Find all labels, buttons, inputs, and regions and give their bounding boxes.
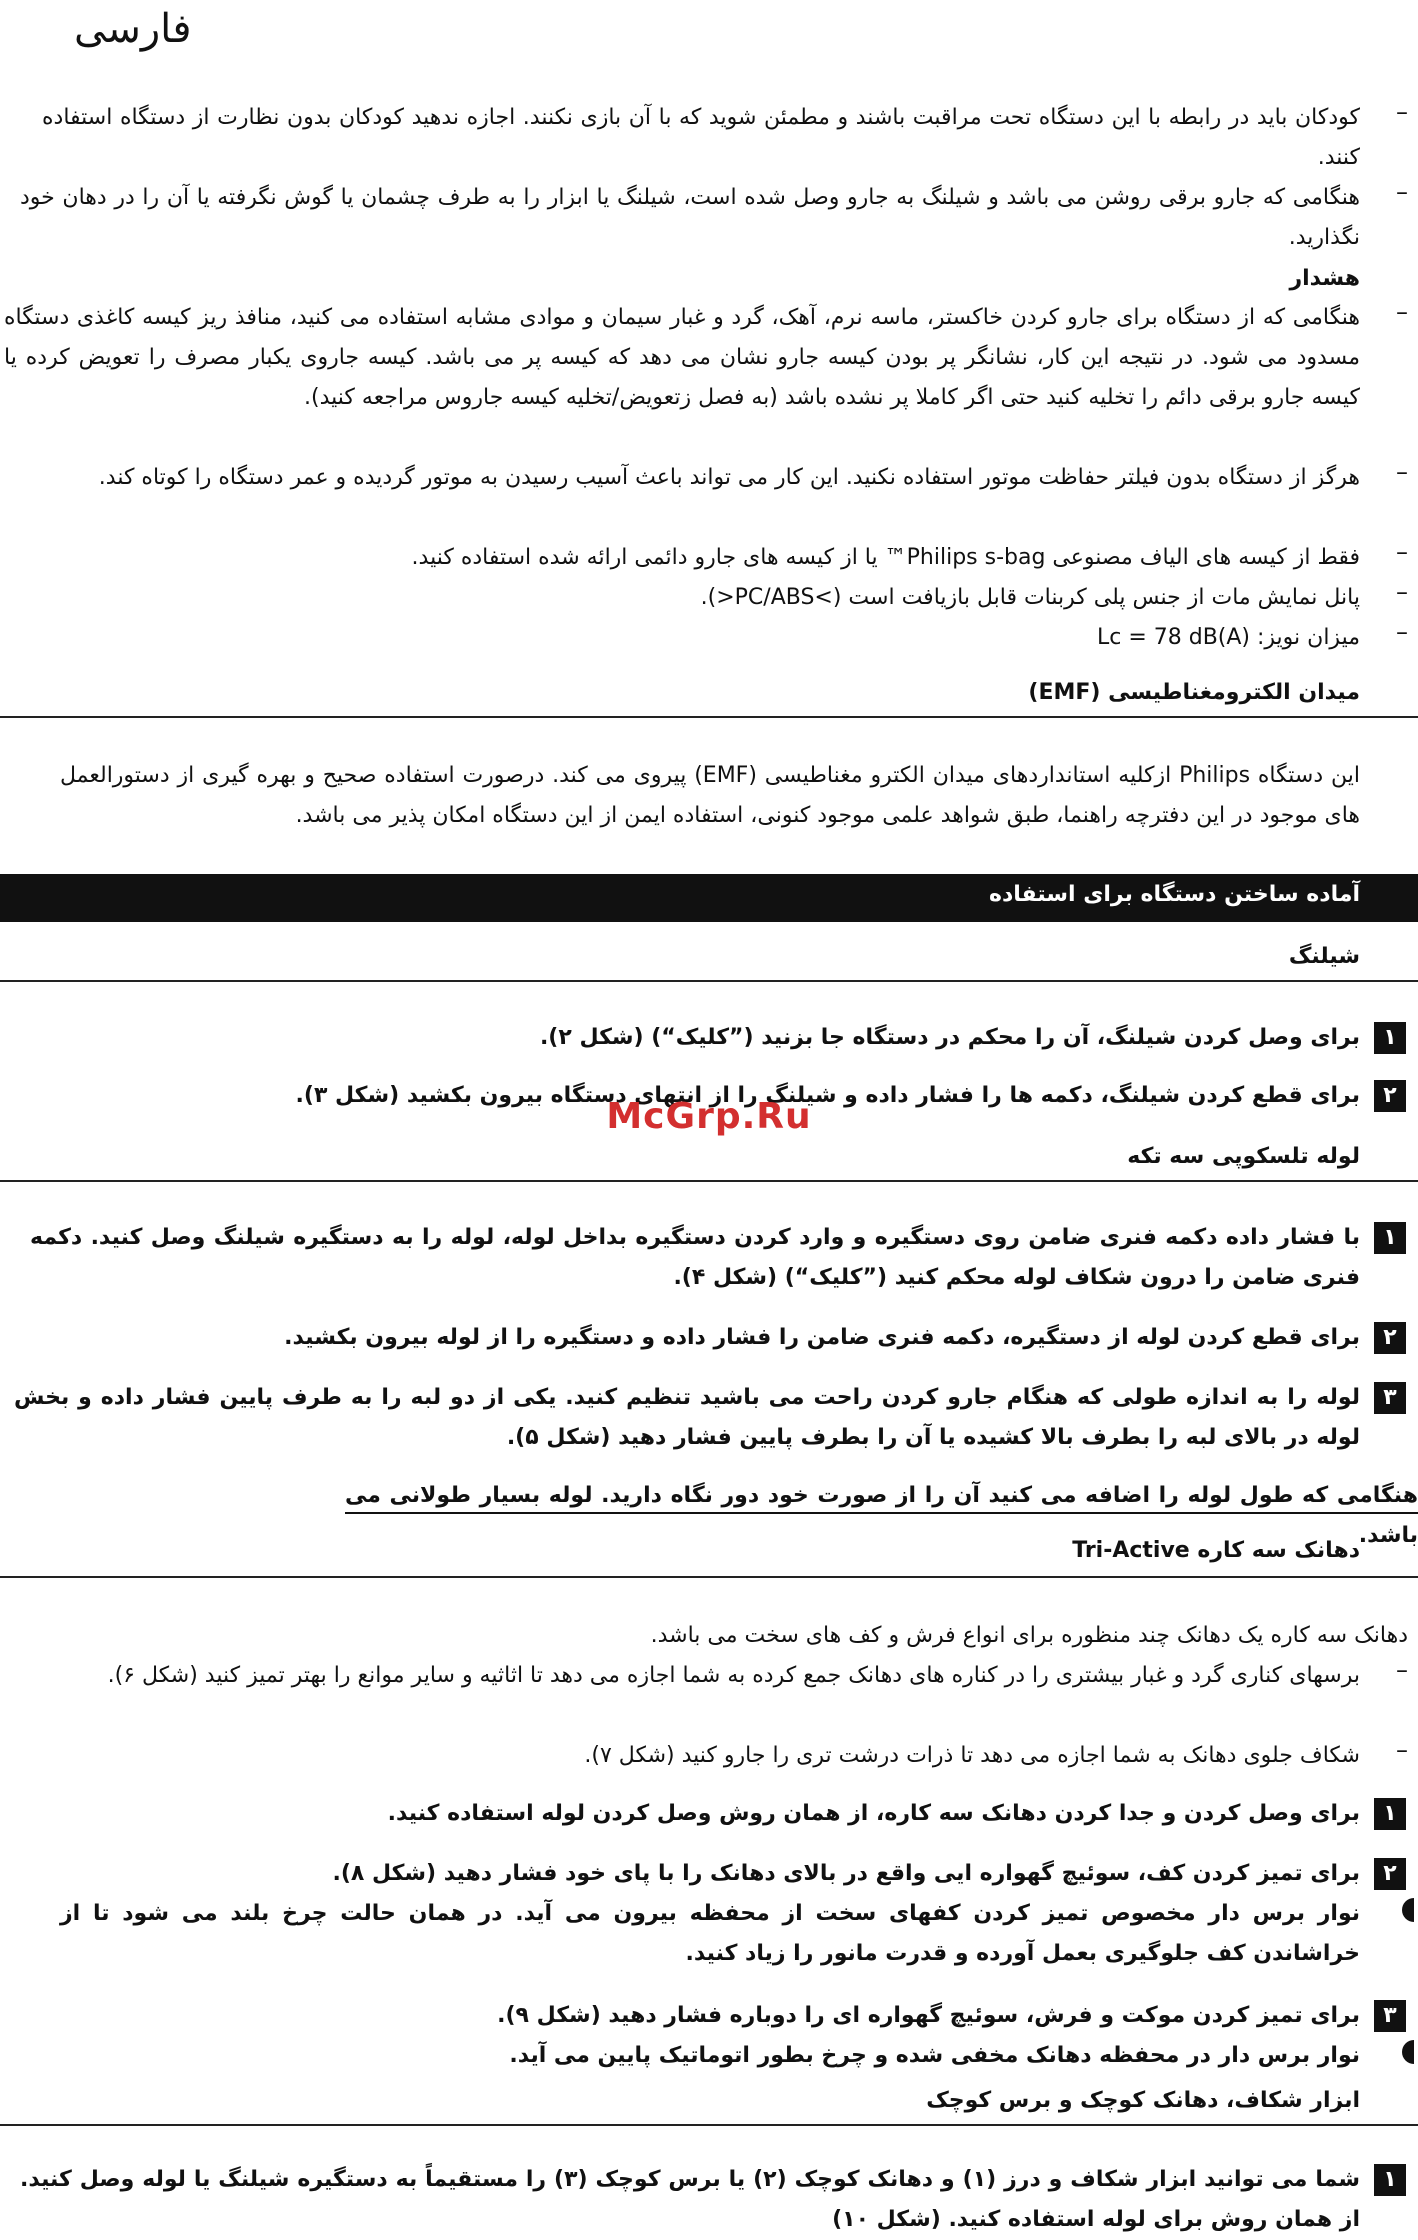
bullet-dash-icon: –	[1396, 178, 1408, 206]
bullet-dash-icon: –	[1396, 578, 1408, 606]
step-text: برای وصل کردن و جدا کردن دهانک سه کاره، از همان روش وصل کردن لوله استفاده کنید.	[387, 1801, 1360, 1826]
step-number: ۲	[1374, 1858, 1406, 1890]
bullet-text: پانل نمایش مات از جنس پلی کربنات قابل بازیافت است (>PC/ABS<).	[700, 585, 1360, 610]
step-number: ۱	[1374, 1222, 1406, 1254]
note-marker-icon	[1402, 1898, 1414, 1922]
divider	[345, 1512, 1418, 1514]
bullet-text: میزان نویز: Lc = 78 dB(A)	[1096, 625, 1360, 650]
step-note: نوار برس دار مخصوص تمیز کردن کفهای سخت از محفظه بیرون می آید. در همان حالت چرخ بلند می شود تا از خراشاندن کف جلوگیری بعمل آورده و قدرت مانور را زیاد کنید.	[60, 1901, 1360, 1966]
bullet-text: هنگامی که از دستگاه برای جارو کردن خاکستر، ماسه نرم، آهک، گرد و غبار سیمان و موادی مشابه استفاده می کنید، منافذ ریز کیسه کاغذی دستگاه مسدود می شود. در نتیجه این کار، نشانگر پر بودن کیسه جارو نشان می دهد که کیسه پر می باشد. کیسه جاروی یکبار مصرف را تعویض کرده یا کیسه جارو برقی دائم را تخلیه کنید حتی اگر کاملا پر نشده باشد (به فصل زتعویض/تخلیه کیسه جاروس مراجعه کنید).	[4, 305, 1360, 410]
bullet-dash-icon: –	[1396, 98, 1408, 126]
divider	[0, 980, 1418, 982]
divider	[0, 2124, 1418, 2126]
bullet-text: کودکان باید در رابطه با این دستگاه تحت مراقبت باشند و مطمئن شوید که با آن بازی نکنند. اجازه ندهید کودکان بدون نظارت از دستگاه استفاده کنند.	[42, 105, 1360, 170]
step-note: نوار برس دار در محفظه دهانک مخفی شده و چرخ بطور اتوماتیک پایین می آید.	[509, 2043, 1360, 2068]
nozzle-intro: دهانک سه کاره یک دهانک چند منظوره برای انواع فرش و کف های سخت می باشد.	[650, 1623, 1408, 1648]
divider	[0, 716, 1418, 718]
bullet-text: هرگز از دستگاه بدون فیلتر حفاظت موتور استفاده نکنید. این کار می تواند باعث آسیب رسیدن به موتور گردیده و عمر دستگاه را کوتاه کند.	[98, 465, 1360, 490]
watermark: McGrp.Ru	[606, 1096, 812, 1137]
accessories-heading: ابزار شکاف، دهانک کوچک و برس کوچک	[926, 2088, 1360, 2113]
bullet-text: برسهای کناری گرد و غبار بیشتری را در کناره های دهانک جمع کرده به شما اجازه می دهد تا اثاثیه و سایر موانع را بهتر تمیز کنید (شکل ۶).	[107, 1663, 1360, 1688]
nozzle-heading: دهانک سه کاره Tri-Active	[1072, 1538, 1360, 1563]
step-text: برای قطع کردن شیلنگ، دکمه ها را فشار داده و شیلنگ را از انتهای دستگاه بیرون بکشید (شکل ۳).	[295, 1083, 1360, 1108]
step-text: برای تمیز کردن کف، سوئیچ گهواره ایی واقع در بالای دهانک را با پای خود فشار دهید (شکل ۸).	[332, 1861, 1360, 1886]
section-bar	[0, 874, 1418, 922]
emf-text: این دستگاه Philips ازکلیه استانداردهای میدان الکترو مغناطیسی (EMF) پیروی می کند. درصورت استفاده صحیح و بهره گیری از دستورالعمل های موجود در این دفترچه راهنما، طبق شواهد علمی موجود کنونی، استفاده ایمن از این دستگاه امکان پذیر می باشد.	[60, 763, 1360, 828]
hose-heading: شیلنگ	[1288, 944, 1360, 969]
step-number: ۱	[1374, 2164, 1406, 2196]
step-number: ۲	[1374, 1322, 1406, 1354]
step-text: با فشار داده دکمه فنری ضامن روی دستگیره و وارد کردن دستگیره بداخل لوله، لوله را به دستگیره شیلنگ وصل کنید. دکمه فنری ضامن را درون شکاف لوله محکم کنید (”کلیک“) (شکل ۴).	[30, 1225, 1360, 1290]
tube-heading: لوله تلسکوپی سه تکه	[1127, 1144, 1360, 1169]
divider	[0, 1180, 1418, 1182]
divider	[0, 1576, 1418, 1578]
bullet-dash-icon: –	[1396, 1736, 1408, 1764]
emf-heading: میدان الکترومغناطیسی (EMF)	[1028, 680, 1360, 705]
step-text: شما می توانید ابزار شکاف و درز (۱) و دهانک کوچک (۲) یا برس کوچک (۳) را مستقیماً به دستگیره شیلنگ یا لوله وصل کنید. از همان روش برای لوله استفاده کنید. (شکل ۱۰)	[20, 2167, 1360, 2232]
step-number: ۱	[1374, 1798, 1406, 1830]
bullet-dash-icon: –	[1396, 538, 1408, 566]
step-number: ۱	[1374, 1022, 1406, 1054]
step-number: ۲	[1374, 1080, 1406, 1112]
bullet-text: شکاف جلوی دهانک به شما اجازه می دهد تا ذرات درشت تری را جارو کنید (شکل ۷).	[584, 1743, 1360, 1768]
step-text: برای قطع کردن لوله از دستگیره، دکمه فنری ضامن را فشار داده و دستگیره را از لوله بیرون بکشید.	[284, 1325, 1360, 1350]
note-marker-icon	[1402, 2040, 1414, 2064]
language-title: فارسی	[74, 6, 192, 52]
warning-label: هشدار	[1289, 266, 1360, 291]
step-text: برای وصل کردن شیلنگ، آن را محکم در دستگاه جا بزنید (”کلیک“) (شکل ۲).	[539, 1025, 1360, 1050]
step-text: برای تمیز کردن موکت و فرش، سوئیچ گهواره ای را دوباره فشار دهید (شکل ۹).	[497, 2003, 1360, 2028]
tube-warning: هنگامی که طول لوله را اضافه می کنید آن را از صورت خود دور نگاه دارید. لوله بسیار طولانی می باشد.	[345, 1483, 1418, 1548]
bullet-text: فقط از کیسه های الیاف مصنوعی Philips s-bag™ یا از کیسه های جارو دائمی ارائه شده استفاده کنید.	[411, 545, 1360, 570]
bullet-text: هنگامی که جارو برقی روشن می باشد و شیلنگ به جارو وصل شده است، شیلنگ یا ابزار را به طرف چشمان یا گوش نگرفته یا آن را در دهان خود نگذارید.	[20, 185, 1360, 250]
step-number: ۳	[1374, 2000, 1406, 2032]
bullet-dash-icon: –	[1396, 298, 1408, 326]
bullet-dash-icon: –	[1396, 1656, 1408, 1684]
bullet-dash-icon: –	[1396, 458, 1408, 486]
section-title: آماده ساختن دستگاه برای استفاده	[989, 882, 1360, 907]
bullet-dash-icon: –	[1396, 618, 1408, 646]
step-text: لوله را به اندازه طولی که هنگام جارو کردن راحت می باشید تنظیم کنید. یکی از دو لبه را به طرف پایین فشار داده و بخش لوله در بالای لبه را بطرف بالا کشیده یا آن را بطرف پایین فشار دهید (شکل ۵).	[14, 1385, 1360, 1450]
step-number: ۳	[1374, 1382, 1406, 1414]
